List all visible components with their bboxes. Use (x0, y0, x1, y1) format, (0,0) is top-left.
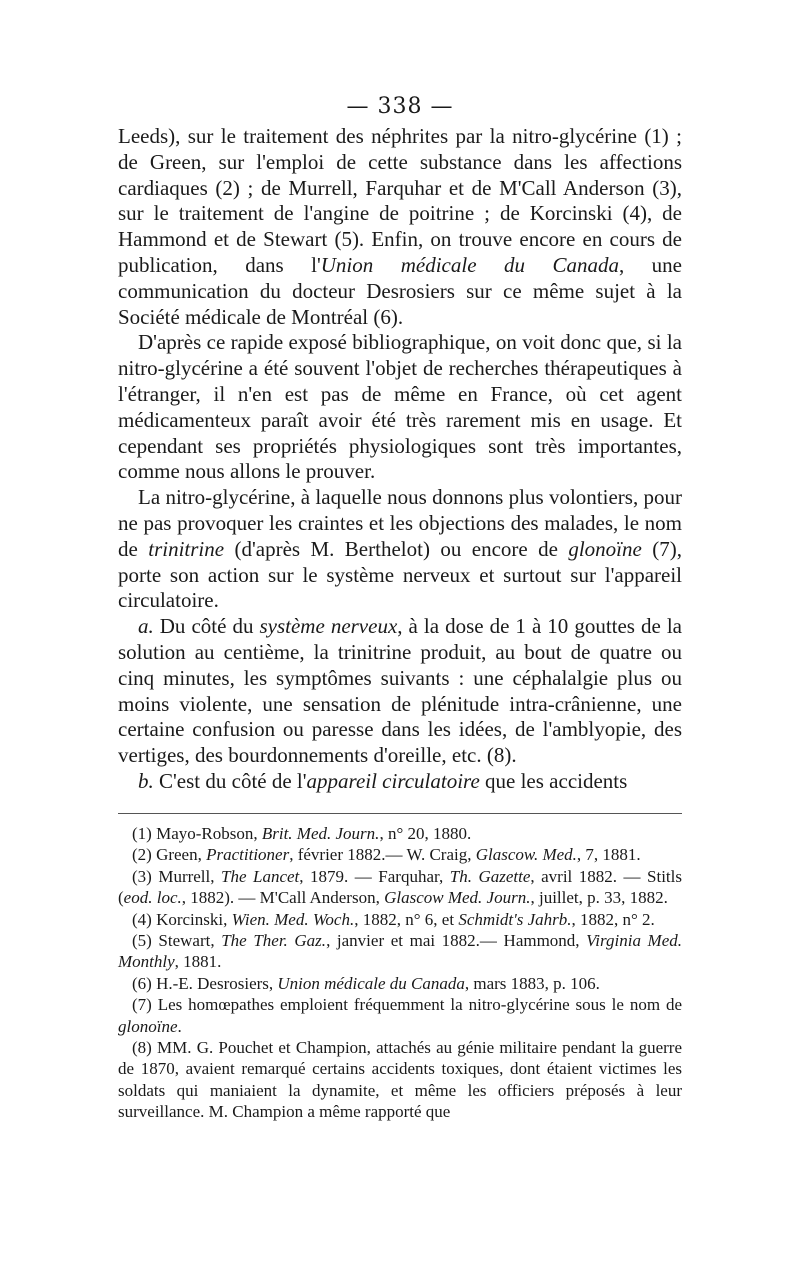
italic-text: b. (138, 768, 154, 793)
italic-text: Th. Gazette (449, 866, 531, 886)
italic-text: Wien. Med. Woch. (231, 909, 355, 929)
italic-text: Glascow. Med. (475, 845, 577, 865)
text-run: , avril 1882. — Stitls ( (118, 866, 682, 908)
text-run: , une communication du docteur Desrosiers sur ce même sujet à la Société médicale de Montréal (6). (118, 252, 682, 329)
text-run: , mars 1883, p. 106. (464, 973, 600, 993)
paragraph (118, 485, 682, 614)
italic-text: trinitrine (148, 536, 225, 561)
text-run: (6) H.-E. Desrosiers, (132, 973, 278, 993)
footnote (118, 930, 682, 973)
text-run: (8) MM. G. Pouchet et Champion, attachés au génie militaire pendant la guerre de 1870, avaient remarqué certains accidents toxiques, dont étaient victimes les soldats qui maniaient la dynamite, et même les officiers préposés à leur surveillance. M. Champion a même rapporté que (118, 1038, 682, 1122)
text-run: (1) Mayo-Robson, (132, 824, 262, 843)
text-run: (4) Korcinski, (132, 909, 232, 929)
footnote (118, 866, 682, 909)
italic-text: Union médicale du Canada (277, 973, 465, 993)
italic-text: système nerveux (259, 614, 398, 639)
footnote (118, 844, 682, 865)
footnotes (118, 823, 682, 1123)
text-run: (2) Green, (132, 845, 207, 865)
text-run: Leeds), sur le traitement des néphrites par la nitro-glycérine (1) ; de Green, sur l'emploi de cette substance dans les affections cardiaques (2) ; de Murrell, Farquhar et de M'Call Anderson (3), sur le traitement de l'angine de poitrine ; de Korcinski (4), de Hammond et de Stewart (5). Enfin, on trouve encore en cours de publication, dans l' (118, 124, 682, 277)
text-run: , 7, 1881. (576, 845, 641, 865)
footnote (118, 909, 682, 930)
text-run: . (177, 1016, 182, 1036)
footnote (118, 823, 682, 844)
italic-text: The Lancet (221, 866, 300, 886)
italic-text: eod. loc. (123, 888, 182, 908)
paragraph (118, 124, 682, 330)
italic-text: appareil circulatoire (306, 768, 480, 793)
italic-text: Union médicale du Canada (320, 252, 619, 277)
text-run: C'est du côté de l' (153, 768, 307, 793)
main-text (118, 124, 682, 795)
paragraph (118, 614, 682, 769)
italic-text: glonoïne (118, 1016, 178, 1036)
page-number: — 338 — (346, 94, 454, 119)
text-run: La nitro-glycérine, à laquelle nous donnons plus volontiers, pour ne pas provoquer les craintes et les objections des malades, le nom de (118, 485, 682, 561)
text-run: (5) Stewart, (132, 931, 222, 951)
italic-text: Practitioner (206, 845, 290, 865)
footnote-divider (118, 813, 682, 814)
text-run: , janvier et mai 1882.— Hammond, (326, 931, 587, 951)
text-run: (d'après M. Berthelot) ou encore de (224, 536, 569, 561)
text-run: D'après ce rapide exposé bibliographique, on voit donc que, si la nitro-glycérine a été souvent l'objet de recherches thérapeutiques à l'étranger, il n'en est pas de même en France, où cet agent médicamenteux paraît avoir été très rarement mis en usage. Et cependant ses propriétés physiologiques sont très importantes, comme nous allons le prouver. (118, 330, 682, 484)
text-run: , à la dose de 1 à 10 gouttes de la solution au centième, la trinitrine produit, au bout de quatre ou cinq minutes, les symptômes suivants : une céphalalgie plus ou moins violente, une sensation de plénitude intra-crânienne, une certaine confusion ou paresse dans les idées, de l'amblyopie, des vertiges, des bourdonnements d'oreille, etc. (8). (118, 614, 682, 768)
italic-text: Glascow Med. Journ. (384, 888, 531, 908)
footnote (118, 1037, 682, 1123)
text-run: , 1882, n° 6, et (354, 909, 459, 929)
text-run: Du côté du (153, 614, 260, 639)
text-run: , février 1882.— W. Craig, (289, 845, 476, 865)
text-run: , 1882). — M'Call Anderson, (181, 888, 385, 908)
footnote (118, 973, 682, 994)
footnote (118, 994, 682, 1037)
italic-text: glonoïne (568, 536, 642, 561)
italic-text: The Ther. Gaz. (221, 931, 327, 951)
text-run: (7), porte son action sur le système nerveux et surtout sur l'appareil circulatoire. (118, 536, 682, 613)
italic-text: Virginia Med. Monthly (118, 931, 683, 972)
text-run: (3) Murrell, (132, 866, 222, 886)
text-run: , 1881. (174, 952, 222, 972)
italic-text: Brit. Med. Journ. (261, 824, 380, 843)
text-run: , n° 20, 1880. (379, 824, 472, 843)
text-run: , 1882, n° 2. (571, 909, 655, 929)
text-run: , juillet, p. 33, 1882. (530, 888, 668, 908)
text-run: , 1879. — Farquhar, (299, 866, 450, 886)
italic-text: Schmidt's Jahrb. (458, 909, 572, 929)
paragraph (118, 769, 682, 795)
text-run: que les accidents (479, 768, 628, 793)
text-run: (7) Les homœpathes emploient fréquemment la nitro-glycérine sous le nom de (132, 995, 682, 1015)
italic-text: a. (138, 614, 154, 639)
paragraph (118, 330, 682, 485)
